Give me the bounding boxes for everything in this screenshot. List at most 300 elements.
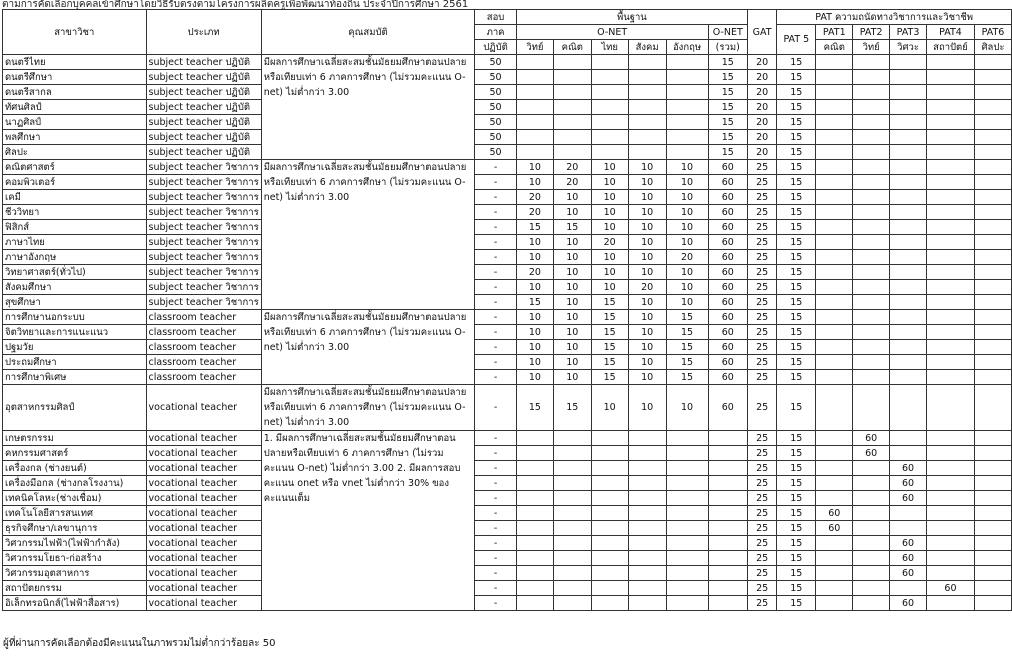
subject-cell: พลศึกษา [3, 130, 147, 145]
score-cell: 10 [591, 220, 628, 235]
table-row [3, 461, 1012, 476]
score-cell [666, 145, 708, 160]
score-cell: - [475, 431, 517, 446]
score-cell [816, 446, 853, 461]
score-cell: 60 [890, 491, 927, 506]
score-cell [591, 476, 628, 491]
subject-cell: เกษตรกรรม [3, 431, 147, 446]
score-cell: 25 [747, 355, 776, 370]
score-cell: 10 [554, 295, 592, 310]
score-cell: 15 [554, 385, 592, 431]
score-cell: 20 [747, 130, 776, 145]
score-cell [554, 521, 592, 536]
score-cell: - [475, 295, 517, 310]
score-cell [816, 190, 853, 205]
score-cell [591, 536, 628, 551]
score-cell [516, 461, 553, 476]
score-cell: - [475, 310, 517, 325]
score-cell: 25 [747, 160, 776, 175]
score-cell: - [475, 491, 517, 506]
score-cell: - [475, 506, 517, 521]
score-cell [554, 551, 592, 566]
subject-cell: วิศวกรรมไฟฟ้า(ไฟฟ้ากำลัง) [3, 536, 147, 551]
score-cell [974, 130, 1011, 145]
footer-note: ผู้ที่ผ่านการคัดเลือกต้องมีคะแนนในภาพรวมไม่ต่ำกว่าร้อยละ 50 [3, 638, 276, 649]
score-cell: 10 [554, 265, 592, 280]
score-cell [591, 145, 628, 160]
header-pat5: PAT 5 [777, 25, 816, 55]
score-cell [926, 596, 974, 611]
score-cell [628, 130, 666, 145]
table-row [3, 265, 1012, 280]
score-cell [926, 551, 974, 566]
score-cell [628, 100, 666, 115]
score-cell [628, 581, 666, 596]
header-pat1: PAT1 [816, 25, 853, 40]
table-row [3, 235, 1012, 250]
score-cell: 25 [747, 461, 776, 476]
table-row [3, 100, 1012, 115]
score-cell [974, 581, 1011, 596]
score-cell [816, 596, 853, 611]
score-cell [974, 85, 1011, 100]
type-cell: subject teacher วิชาการ [146, 265, 261, 280]
table-row [3, 190, 1012, 205]
score-cell [708, 521, 747, 536]
score-cell: - [475, 250, 517, 265]
score-cell: - [475, 205, 517, 220]
score-cell [666, 115, 708, 130]
score-cell [926, 370, 974, 385]
score-cell: - [475, 370, 517, 385]
score-cell: 25 [747, 340, 776, 355]
score-cell: 15 [777, 385, 816, 431]
score-cell [816, 100, 853, 115]
score-cell [890, 55, 927, 70]
score-cell: 10 [516, 370, 553, 385]
header-pat6: PAT6 [974, 25, 1011, 40]
score-cell [853, 115, 890, 130]
score-cell: 60 [708, 265, 747, 280]
score-cell: 20 [747, 115, 776, 130]
score-cell: 15 [516, 295, 553, 310]
score-cell [554, 506, 592, 521]
score-cell: 20 [747, 145, 776, 160]
score-cell: 10 [554, 205, 592, 220]
score-cell [853, 145, 890, 160]
score-cell [853, 325, 890, 340]
score-cell [816, 265, 853, 280]
score-cell [890, 100, 927, 115]
score-cell: 15 [708, 70, 747, 85]
score-cell [974, 446, 1011, 461]
score-cell: 50 [475, 100, 517, 115]
score-cell [890, 115, 927, 130]
score-cell: 15 [777, 370, 816, 385]
score-cell: 15 [777, 310, 816, 325]
score-cell [666, 551, 708, 566]
score-cell [554, 100, 592, 115]
score-cell [974, 115, 1011, 130]
type-cell: subject teacher ปฏิบัติ [146, 130, 261, 145]
score-cell [974, 551, 1011, 566]
subject-cell: ดนตรีศึกษา [3, 70, 147, 85]
score-cell [816, 431, 853, 446]
score-cell [666, 506, 708, 521]
score-cell [926, 325, 974, 340]
score-cell: 10 [666, 175, 708, 190]
subject-cell: อิเล็กทรอนิกส์(ไฟฟ้าสื่อสาร) [3, 596, 147, 611]
score-cell [816, 145, 853, 160]
header-practical-2: ภาค [475, 25, 517, 40]
score-cell [628, 115, 666, 130]
score-cell [554, 85, 592, 100]
score-cell: 60 [853, 446, 890, 461]
score-cell [666, 491, 708, 506]
score-cell [628, 446, 666, 461]
score-cell [853, 220, 890, 235]
table-row [3, 536, 1012, 551]
score-cell [853, 340, 890, 355]
score-cell: 10 [666, 295, 708, 310]
score-cell [591, 596, 628, 611]
score-cell: 15 [777, 160, 816, 175]
subject-cell: ชีววิทยา [3, 205, 147, 220]
score-cell: - [475, 566, 517, 581]
score-cell [890, 70, 927, 85]
score-cell: 10 [591, 250, 628, 265]
score-cell [926, 385, 974, 431]
score-cell [926, 115, 974, 130]
score-cell: 15 [777, 100, 816, 115]
score-cell [816, 70, 853, 85]
subject-cell: ศิลปะ [3, 145, 147, 160]
table-row [3, 566, 1012, 581]
score-cell: 60 [853, 431, 890, 446]
score-cell: 10 [666, 280, 708, 295]
score-cell [926, 431, 974, 446]
score-cell: 60 [708, 235, 747, 250]
score-cell: 60 [708, 190, 747, 205]
score-cell [974, 250, 1011, 265]
header-practical-1: สอบ [475, 10, 517, 25]
score-cell [974, 295, 1011, 310]
type-cell: vocational teacher [146, 476, 261, 491]
score-cell [666, 100, 708, 115]
score-cell: 60 [708, 340, 747, 355]
score-cell [816, 280, 853, 295]
type-cell: subject teacher วิชาการ [146, 250, 261, 265]
score-cell: 15 [777, 340, 816, 355]
score-cell [890, 431, 927, 446]
score-cell [708, 551, 747, 566]
score-cell: 60 [816, 521, 853, 536]
score-cell [926, 190, 974, 205]
score-cell [926, 160, 974, 175]
type-cell: subject teacher ปฏิบัติ [146, 100, 261, 115]
score-cell: 15 [777, 325, 816, 340]
score-cell [816, 175, 853, 190]
score-cell [708, 446, 747, 461]
score-cell: 15 [777, 566, 816, 581]
score-cell: 50 [475, 130, 517, 145]
score-cell [816, 491, 853, 506]
score-cell: 10 [516, 310, 553, 325]
score-cell [554, 536, 592, 551]
type-cell: vocational teacher [146, 521, 261, 536]
type-cell: classroom teacher [146, 355, 261, 370]
score-cell: 60 [708, 160, 747, 175]
score-cell [628, 461, 666, 476]
score-cell: 15 [591, 325, 628, 340]
score-cell [974, 220, 1011, 235]
score-cell: 10 [666, 205, 708, 220]
subject-cell: เครื่องมือกล (ช่างกลโรงงาน) [3, 476, 147, 491]
score-cell [974, 355, 1011, 370]
score-cell: 20 [747, 55, 776, 70]
score-cell [816, 235, 853, 250]
score-cell [926, 461, 974, 476]
table-row [3, 551, 1012, 566]
score-cell [591, 521, 628, 536]
score-cell [853, 491, 890, 506]
score-cell [926, 100, 974, 115]
table-row [3, 145, 1012, 160]
score-cell [628, 521, 666, 536]
score-cell: 10 [591, 160, 628, 175]
score-cell [926, 340, 974, 355]
score-cell [926, 250, 974, 265]
score-cell: 10 [628, 175, 666, 190]
type-cell: subject teacher ปฏิบัติ [146, 145, 261, 160]
score-cell [974, 70, 1011, 85]
score-cell [974, 370, 1011, 385]
score-cell [591, 581, 628, 596]
score-cell: 15 [777, 461, 816, 476]
type-cell: subject teacher ปฏิบัติ [146, 115, 261, 130]
score-cell [591, 446, 628, 461]
score-cell [816, 310, 853, 325]
score-cell [974, 325, 1011, 340]
score-cell: 15 [666, 355, 708, 370]
score-cell: 60 [708, 385, 747, 431]
table-row [3, 521, 1012, 536]
score-cell: 15 [591, 370, 628, 385]
score-cell [853, 596, 890, 611]
score-cell [816, 85, 853, 100]
type-cell: vocational teacher [146, 566, 261, 581]
score-cell [926, 446, 974, 461]
score-cell [628, 551, 666, 566]
subject-cell: สุขศึกษา [3, 295, 147, 310]
header-pat-group: PAT ความถนัดทางวิชาการและวิชาชีพ [777, 10, 1012, 25]
score-cell: 60 [890, 476, 927, 491]
score-cell: - [475, 461, 517, 476]
score-cell: 60 [926, 581, 974, 596]
score-cell: 15 [708, 55, 747, 70]
score-cell [516, 130, 553, 145]
score-cell [816, 250, 853, 265]
score-cell [628, 536, 666, 551]
score-cell [666, 521, 708, 536]
score-cell: 10 [554, 340, 592, 355]
score-cell: - [475, 340, 517, 355]
score-cell: 10 [516, 280, 553, 295]
score-cell [708, 536, 747, 551]
header-pat3-sub: วิศวะ [890, 40, 927, 55]
score-cell [853, 235, 890, 250]
score-cell [816, 476, 853, 491]
score-cell: 15 [516, 385, 553, 431]
score-cell: 15 [777, 536, 816, 551]
score-cell [816, 160, 853, 175]
score-cell [853, 355, 890, 370]
score-cell [890, 220, 927, 235]
score-cell: 10 [666, 220, 708, 235]
score-cell [816, 370, 853, 385]
score-cell [853, 190, 890, 205]
score-cell [516, 536, 553, 551]
score-cell [516, 431, 553, 446]
score-cell [890, 235, 927, 250]
score-cell [890, 130, 927, 145]
score-cell: 10 [628, 295, 666, 310]
score-cell [516, 521, 553, 536]
header-onet-math: คณิต [554, 40, 592, 55]
header-pat2-sub: วิทย์ [853, 40, 890, 55]
score-cell: 10 [554, 325, 592, 340]
score-cell: 15 [777, 355, 816, 370]
score-cell: 10 [628, 340, 666, 355]
score-cell [554, 130, 592, 145]
score-cell: 15 [666, 325, 708, 340]
score-cell: 20 [747, 100, 776, 115]
score-cell: - [475, 160, 517, 175]
subject-cell: นาฏศิลป์ [3, 115, 147, 130]
score-cell: 25 [747, 385, 776, 431]
score-cell [816, 385, 853, 431]
score-cell: 10 [628, 385, 666, 431]
score-cell: 15 [777, 491, 816, 506]
score-cell: 10 [591, 190, 628, 205]
score-cell [516, 55, 553, 70]
score-cell [926, 235, 974, 250]
score-cell: 25 [747, 220, 776, 235]
score-cell [554, 70, 592, 85]
score-cell [890, 175, 927, 190]
score-cell: 20 [554, 160, 592, 175]
score-cell [554, 115, 592, 130]
score-cell: 10 [628, 265, 666, 280]
score-cell: - [475, 521, 517, 536]
score-cell: 15 [708, 85, 747, 100]
score-cell: 25 [747, 295, 776, 310]
type-cell: classroom teacher [146, 340, 261, 355]
score-cell: 10 [666, 190, 708, 205]
score-cell [853, 536, 890, 551]
score-cell: 15 [777, 205, 816, 220]
score-cell [666, 476, 708, 491]
score-cell [816, 581, 853, 596]
score-cell [853, 70, 890, 85]
subject-cell: การศึกษาพิเศษ [3, 370, 147, 385]
score-cell: - [475, 190, 517, 205]
score-cell [974, 100, 1011, 115]
score-cell [666, 581, 708, 596]
score-cell: 10 [554, 280, 592, 295]
subject-cell: จิตวิทยาและการแนะแนว [3, 325, 147, 340]
qualification-cell: มีผลการศึกษาเฉลี่ยสะสมชั้นมัธยมศึกษาตอนปลายหรือเทียบเท่า 6 ภาคการศึกษา (ไม่รวมคะแนน O-net) ไม่ต่ำกว่า 3.00 [261, 385, 475, 431]
score-cell: 15 [777, 130, 816, 145]
score-cell: - [475, 265, 517, 280]
score-cell [974, 310, 1011, 325]
type-cell: subject teacher วิชาการ [146, 190, 261, 205]
table-row [3, 476, 1012, 491]
score-cell [890, 325, 927, 340]
score-cell [974, 491, 1011, 506]
score-cell [516, 446, 553, 461]
score-cell [516, 100, 553, 115]
score-cell: 20 [747, 70, 776, 85]
score-cell [926, 280, 974, 295]
score-cell [853, 370, 890, 385]
score-cell [516, 566, 553, 581]
score-cell [890, 370, 927, 385]
subject-cell: สถาปัตยกรรม [3, 581, 147, 596]
table-row [3, 385, 1012, 431]
header-pat2: PAT2 [853, 25, 890, 40]
score-cell: 50 [475, 55, 517, 70]
header-practical-3: ปฏิบัติ [475, 40, 517, 55]
score-cell: 60 [708, 220, 747, 235]
score-cell: 10 [591, 175, 628, 190]
score-cell [516, 596, 553, 611]
score-cell: 25 [747, 566, 776, 581]
score-cell: 10 [628, 235, 666, 250]
score-cell [890, 446, 927, 461]
score-cell: 10 [516, 325, 553, 340]
score-cell [816, 325, 853, 340]
score-cell [890, 160, 927, 175]
type-cell: vocational teacher [146, 461, 261, 476]
score-cell: 10 [516, 250, 553, 265]
score-cell: 10 [628, 190, 666, 205]
score-cell [890, 506, 927, 521]
score-cell [890, 250, 927, 265]
score-cell [926, 70, 974, 85]
score-cell: 15 [666, 310, 708, 325]
score-cell: 15 [708, 145, 747, 160]
score-cell: 15 [777, 115, 816, 130]
score-cell [890, 581, 927, 596]
score-cell [853, 175, 890, 190]
score-cell: 25 [747, 536, 776, 551]
table-row [3, 340, 1012, 355]
header-pat4: PAT4 [926, 25, 974, 40]
score-cell: 15 [777, 581, 816, 596]
score-cell [708, 581, 747, 596]
score-cell [816, 461, 853, 476]
score-cell [974, 205, 1011, 220]
score-cell [974, 235, 1011, 250]
score-cell [890, 280, 927, 295]
score-cell: 15 [708, 115, 747, 130]
score-cell [890, 145, 927, 160]
score-cell: 15 [708, 130, 747, 145]
score-cell: 10 [554, 355, 592, 370]
score-cell: 15 [554, 220, 592, 235]
score-cell [926, 355, 974, 370]
